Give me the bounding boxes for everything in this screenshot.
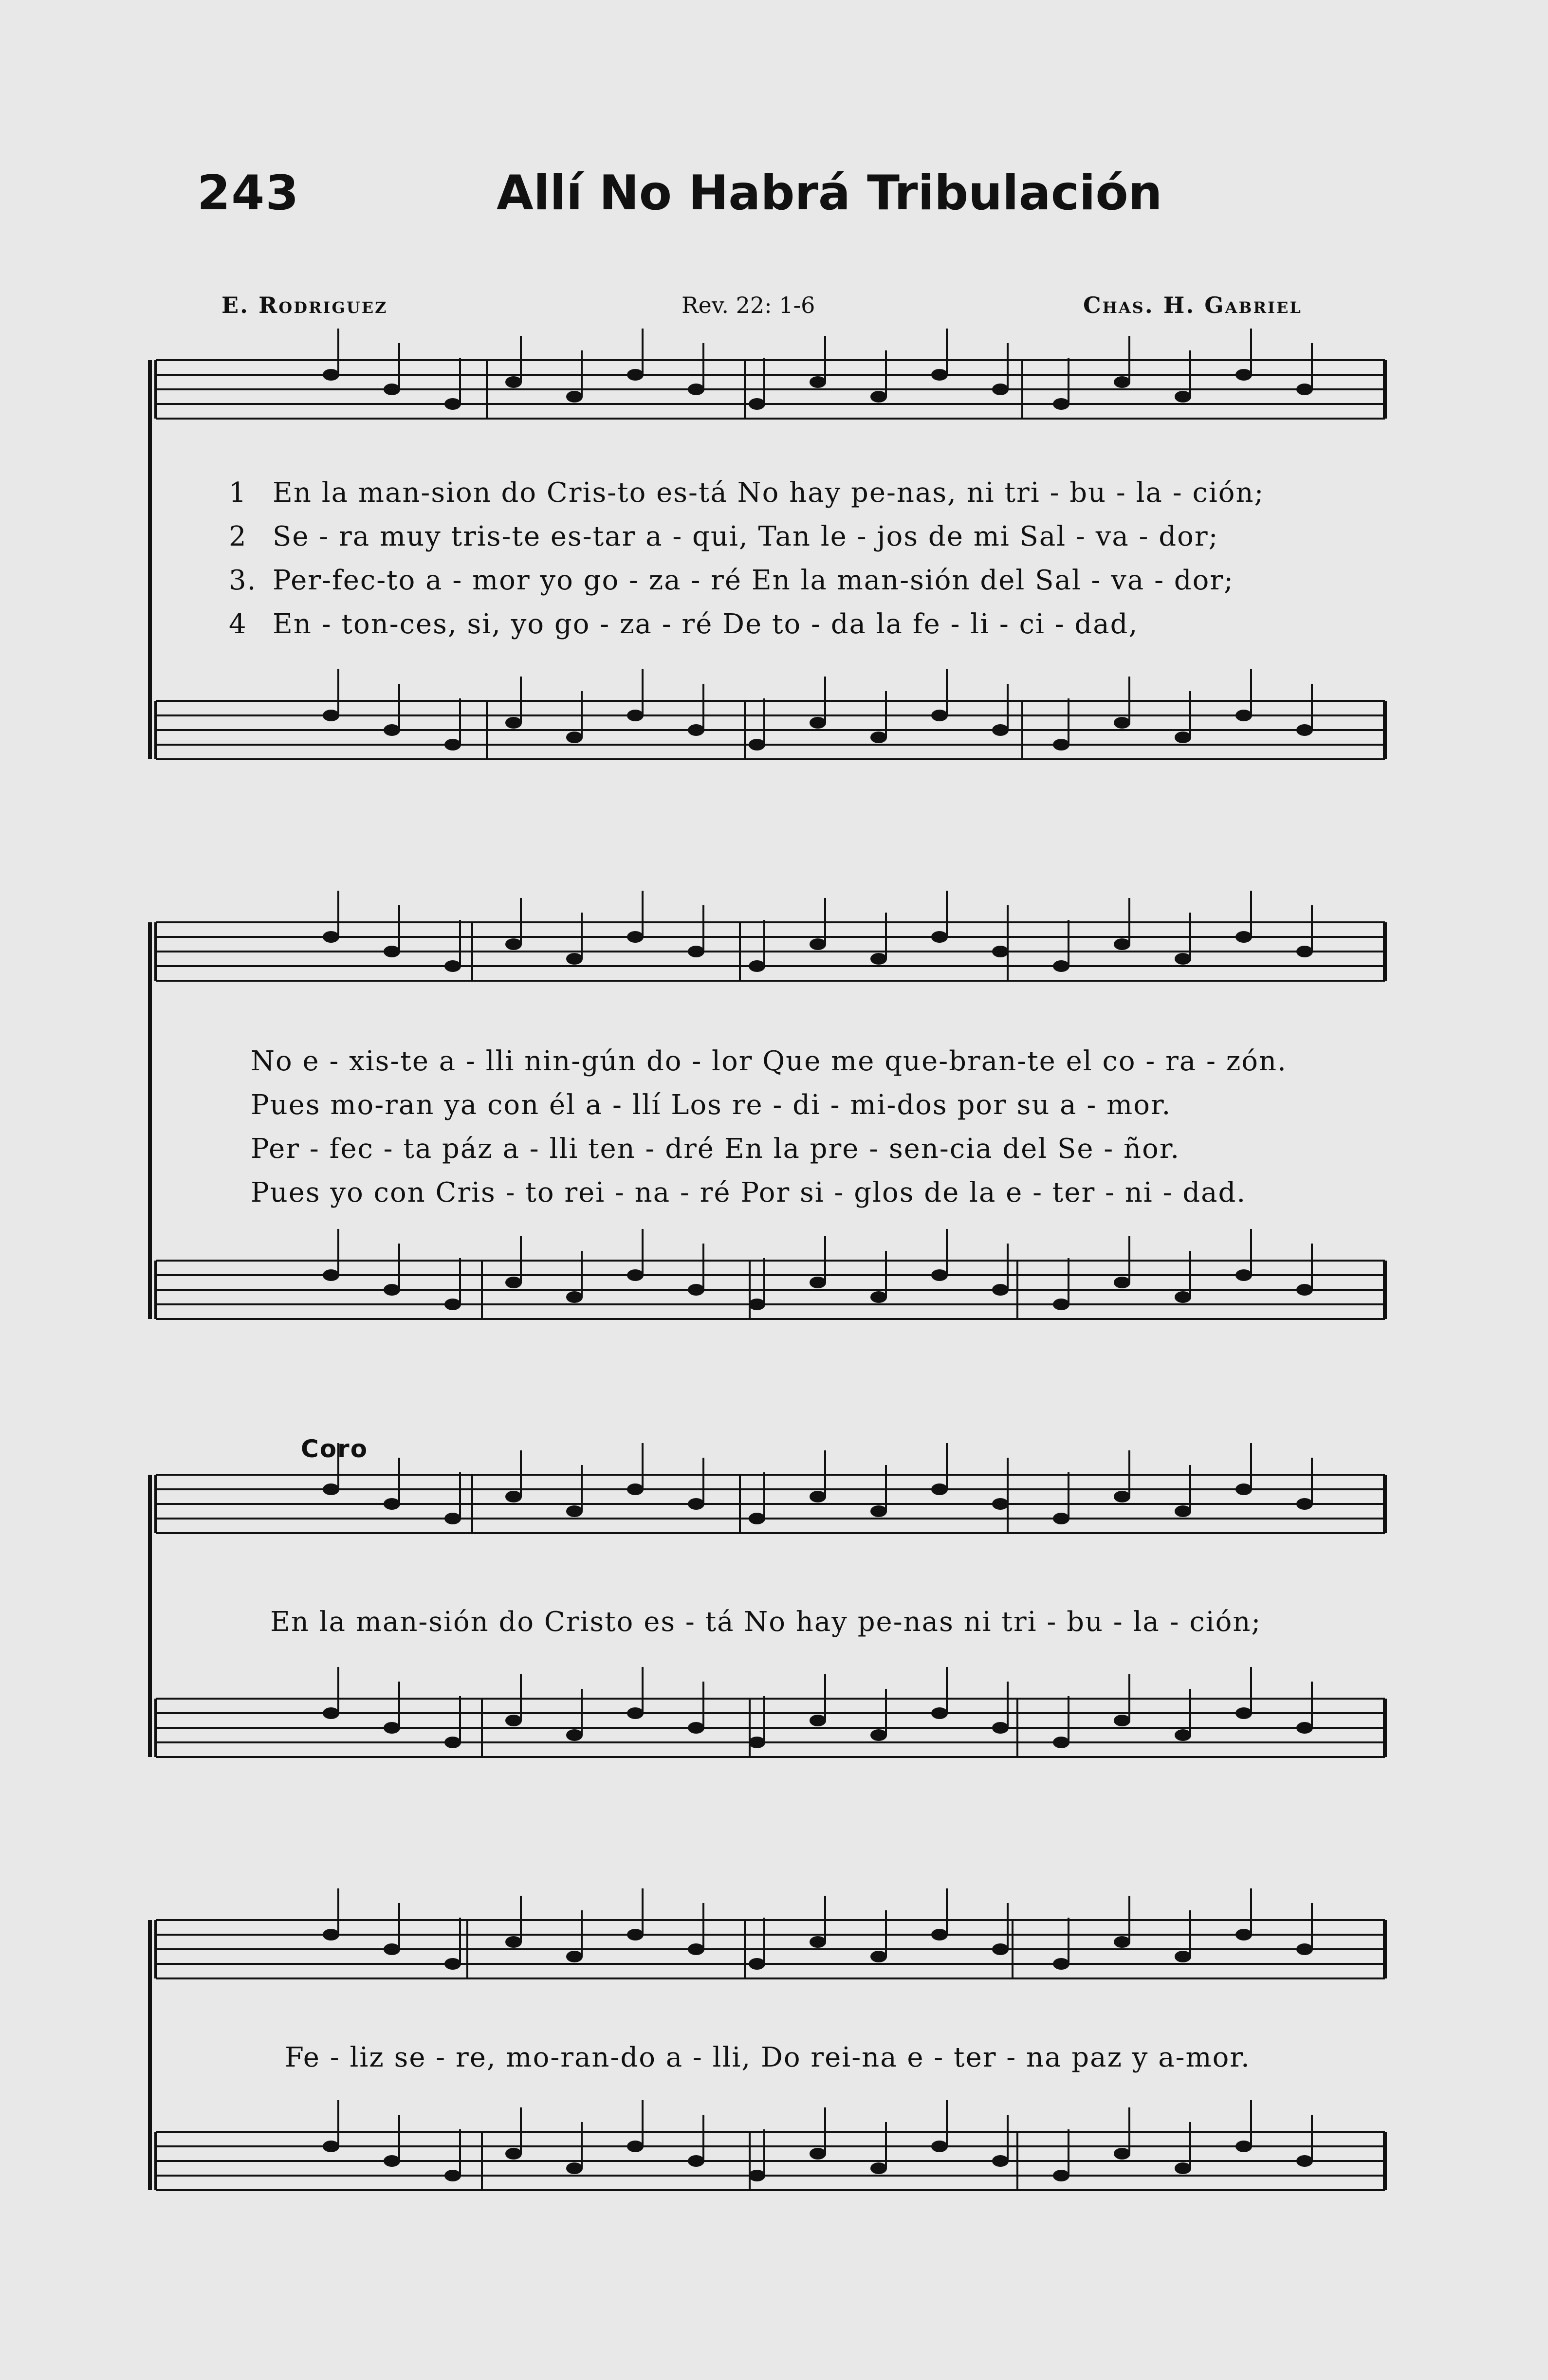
notehead [627,369,644,381]
notehead [444,1958,461,1970]
notehead [1114,717,1130,729]
notehead [931,369,948,381]
notehead [1114,1715,1130,1726]
notehead [566,391,583,403]
notehead [505,2148,522,2160]
notehead [1235,369,1252,381]
notehead [323,931,339,943]
notehead [384,2155,400,2167]
notehead [992,1943,1009,1955]
verse-line-4b: Pues yo con Cris - to rei - na - ré Por si - glos de la e - ter - ni - dad. [251,1177,1247,1208]
notehead [931,1483,948,1495]
notehead [749,960,765,972]
notehead [1114,1277,1130,1288]
notehead [1235,1929,1252,1941]
notehead [749,1513,765,1524]
notehead [444,739,461,751]
notehead [1296,724,1313,736]
notehead [870,1951,887,1962]
notehead [1296,946,1313,957]
notehead [1296,1722,1313,1734]
notehead [749,2170,765,2181]
notehead [384,1498,400,1510]
notehead [810,2148,826,2160]
notehead [627,1929,644,1941]
notehead [931,1269,948,1281]
notehead [931,1929,948,1941]
notehead [1175,391,1191,403]
notehead [444,2170,461,2181]
notehead [870,732,887,743]
notehead [1175,1505,1191,1517]
scripture-reference: Rev. 22: 1-6 [682,292,815,318]
notehead [1114,938,1130,950]
verse-line-1b: No e - xis-te a - lli nin-gún do - lor Que me que-bran-te el co - ra - zón. [251,1045,1287,1077]
notehead [384,384,400,395]
notehead [1175,953,1191,965]
notehead [444,1299,461,1310]
notehead [505,376,522,388]
notehead [992,1498,1009,1510]
notehead [566,1951,583,1962]
composer-credit: Chas. H. Gabriel [1083,292,1302,318]
hymn-number: 243 [197,165,300,221]
notehead [688,1498,704,1510]
notehead [810,1491,826,1502]
chorus-line-1: En la man-sión do Cristo es - tá No hay pe-nas ni tri - bu - la - ción; [270,1606,1262,1638]
verse-text: En - ton-ces, si, yo go - za - ré De to - da la fe - li - ci - dad, [273,608,1139,640]
notehead [931,931,948,943]
notehead [749,739,765,751]
hymn-title: Allí No Habrá Tribulación [497,165,1162,221]
verse-number: 2 [229,521,247,552]
notehead [1053,960,1069,972]
notehead [505,938,522,950]
notehead [688,1284,704,1296]
notehead [323,1707,339,1719]
notehead [870,1291,887,1303]
notehead [870,1729,887,1741]
verse-line-1 [229,477,1378,509]
notehead [1296,1943,1313,1955]
notehead [323,1929,339,1941]
notehead [323,2141,339,2152]
notehead [1296,384,1313,395]
notehead [688,946,704,957]
notehead [810,376,826,388]
notehead [505,717,522,729]
notehead [444,398,461,410]
notehead [444,1737,461,1748]
notehead [688,384,704,395]
notehead [566,732,583,743]
notehead [870,1505,887,1517]
notehead [749,398,765,410]
notehead [931,2141,948,2152]
notehead [749,1958,765,1970]
notehead [384,724,400,736]
notehead [992,1722,1009,1734]
notehead [444,1513,461,1524]
notehead [749,1299,765,1310]
notehead [1053,2170,1069,2181]
notehead [505,1936,522,1948]
notehead [627,2141,644,2152]
notehead [323,369,339,381]
notehead [1235,1269,1252,1281]
notehead [627,931,644,943]
notehead [566,2162,583,2174]
notehead [1053,739,1069,751]
notehead [1175,2162,1191,2174]
notehead [566,1291,583,1303]
chorus-label: Coro [301,1435,369,1463]
notehead [323,710,339,721]
verse-number: 1 [229,477,247,509]
notehead [505,1277,522,1288]
notehead [384,1943,400,1955]
notehead [1175,1291,1191,1303]
verse-text: Se - ra muy tris-te es-tar a - qui, Tan le - jos de mi Sal - va - dor; [273,521,1219,552]
notehead [1296,1498,1313,1510]
notehead [627,710,644,721]
notehead [444,960,461,972]
verse-line-3 [229,565,1378,596]
notehead [566,953,583,965]
verse-line-2 [229,521,1378,552]
notehead [931,1707,948,1719]
notehead [1053,1958,1069,1970]
verse-line-4 [229,608,1378,640]
notehead [870,391,887,403]
notehead [1053,398,1069,410]
notehead [505,1491,522,1502]
notehead [992,1284,1009,1296]
notehead [1175,1729,1191,1741]
notehead [992,2155,1009,2167]
verse-text: En la man-sion do Cris-to es-tá No hay pe-nas, ni tri - bu - la - ción; [273,477,1265,509]
notehead [323,1269,339,1281]
notehead [688,724,704,736]
notehead [627,1269,644,1281]
notehead [1114,1491,1130,1502]
notehead [384,946,400,957]
notehead [323,1483,339,1495]
verse-line-3b: Per - fec - ta páz a - lli ten - dré En la pre - sen-cia del Se - ñor. [251,1133,1180,1165]
notehead [1175,1951,1191,1962]
notehead [992,724,1009,736]
notehead [688,1722,704,1734]
notehead [627,1483,644,1495]
notehead [870,953,887,965]
notehead [566,1729,583,1741]
chorus-line-2: Fe - liz se - re, mo-ran-do a - lli, Do rei-na e - ter - na paz y a-mor. [285,2042,1251,2073]
notehead [384,1284,400,1296]
notehead [688,1943,704,1955]
notehead [810,1715,826,1726]
notehead [1053,1737,1069,1748]
verse-text: Per-fec-to a - mor yo go - za - ré En la man-sión del Sal - va - dor; [273,565,1235,596]
verse-number: 3. [229,565,257,596]
notehead [384,1722,400,1734]
notehead [870,2162,887,2174]
notehead [1053,1299,1069,1310]
notehead [505,1715,522,1726]
verse-line-2b: Pues mo-ran ya con él a - llí Los re - di - mi-dos por su a - mor. [251,1089,1172,1121]
notehead [1235,1483,1252,1495]
notehead [1296,1284,1313,1296]
notehead [992,946,1009,957]
notehead [1114,1936,1130,1948]
notehead [627,1707,644,1719]
notehead [1296,2155,1313,2167]
verse-number: 4 [229,608,247,640]
notehead [566,1505,583,1517]
notehead [810,1936,826,1948]
author-credit: E. Rodriguez [221,292,388,318]
notehead [810,717,826,729]
notehead [688,2155,704,2167]
notehead [1235,931,1252,943]
notehead [1053,1513,1069,1524]
notehead [1114,2148,1130,2160]
notehead [810,938,826,950]
notehead [1175,732,1191,743]
notehead [992,384,1009,395]
notehead [749,1737,765,1748]
notehead [1235,710,1252,721]
notehead [1235,1707,1252,1719]
notehead [1114,376,1130,388]
notehead [931,710,948,721]
notehead [1235,2141,1252,2152]
notehead [810,1277,826,1288]
